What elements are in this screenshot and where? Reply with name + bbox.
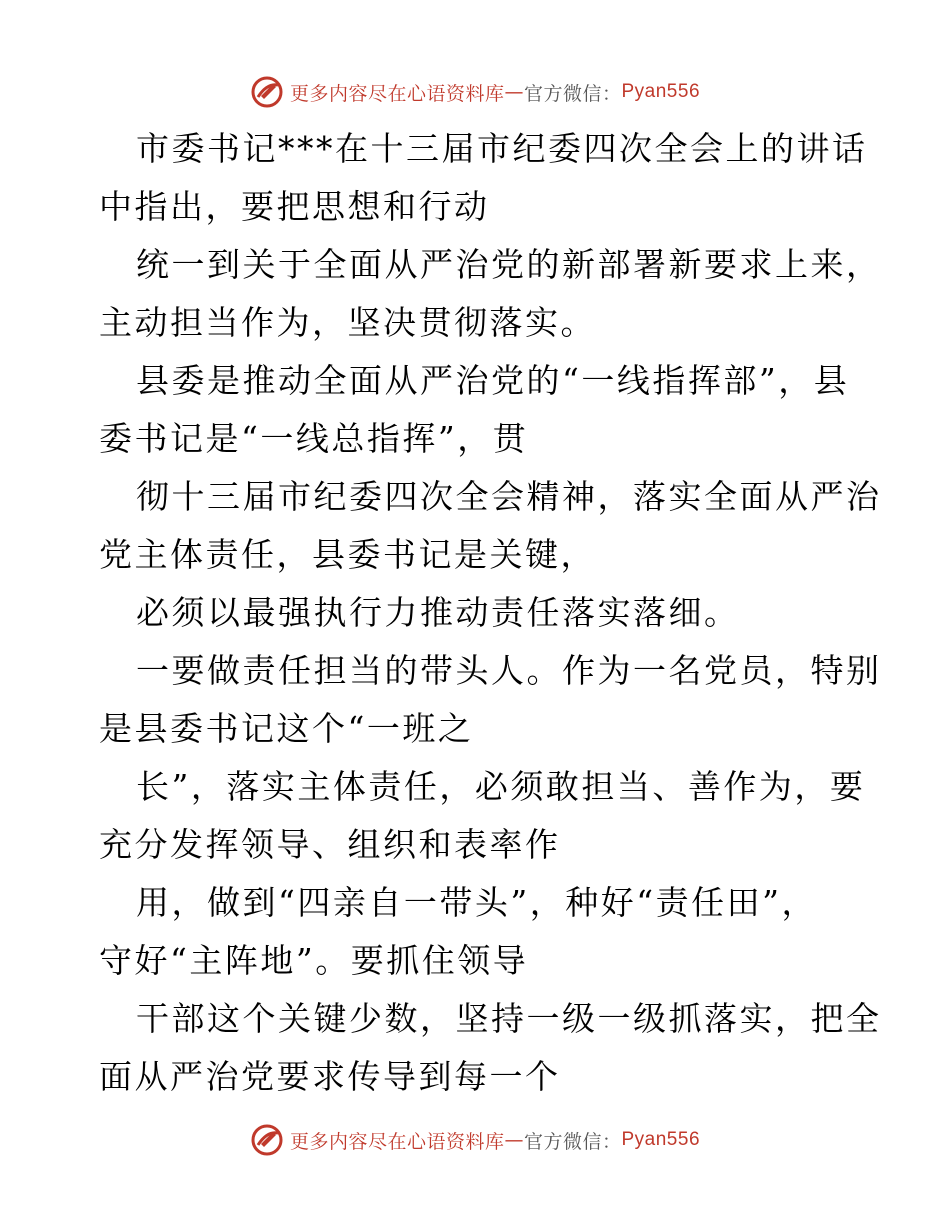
text-line: 一要做责任担当的带头人。作为一名党员，特别 <box>136 651 882 690</box>
text-line: 中指出，要把思想和行动 <box>99 187 490 226</box>
watermark-side-text: 官方微信： <box>523 1130 622 1153</box>
watermark-header <box>0 72 950 112</box>
text-line: 委书记是“一线总指挥”，贯 <box>99 419 529 458</box>
text-line: 充分发挥领导、组织和表率作 <box>99 825 561 864</box>
text-line: 彻十三届市纪委四次全会精神，落实全面从严治 <box>136 477 882 516</box>
text-line: 守好“主阵地”。要抓住领导 <box>99 941 529 980</box>
watermark-main-text: 更多内容尽在心语资料库 <box>289 1130 505 1153</box>
document-body <box>99 120 882 1106</box>
watermark-id: Pyan556 <box>621 81 701 102</box>
watermark-dash: — <box>504 81 524 103</box>
text-line: 市委书记***在十三届市纪委四次全会上的讲话 <box>136 129 868 168</box>
text-line: 统一到关于全面从严治党的新部署新要求上来， <box>136 245 882 284</box>
watermark-dash: — <box>504 1129 524 1151</box>
watermark-footer <box>0 1120 950 1160</box>
watermark-main-text: 更多内容尽在心语资料库 <box>289 82 505 105</box>
text-line: 干部这个关键少数，坚持一级一级抓落实，把全 <box>136 999 882 1038</box>
text-line: 县委是推动全面从严治党的“一线指挥部”，县 <box>136 361 850 400</box>
text-line: 必须以最强执行力推动责任落实落细。 <box>136 593 740 632</box>
text-line: 长”，落实主体责任，必须敢担当、善作为，要 <box>136 767 866 806</box>
text-line: 用，做到“四亲自一带头”，种好“责任田”， <box>136 883 817 922</box>
text-line: 主动担当作为，坚决贯彻落实。 <box>99 303 596 342</box>
watermark-side-text: 官方微信： <box>523 82 622 105</box>
pen-logo-icon <box>250 1123 284 1157</box>
watermark-id: Pyan556 <box>621 1129 701 1150</box>
text-line: 面从严治党要求传导到每一个 <box>99 1057 561 1096</box>
text-line: 是县委书记这个“一班之 <box>99 709 474 748</box>
pen-logo-icon <box>250 75 284 109</box>
text-line: 党主体责任，县委书记是关键， <box>99 535 596 574</box>
